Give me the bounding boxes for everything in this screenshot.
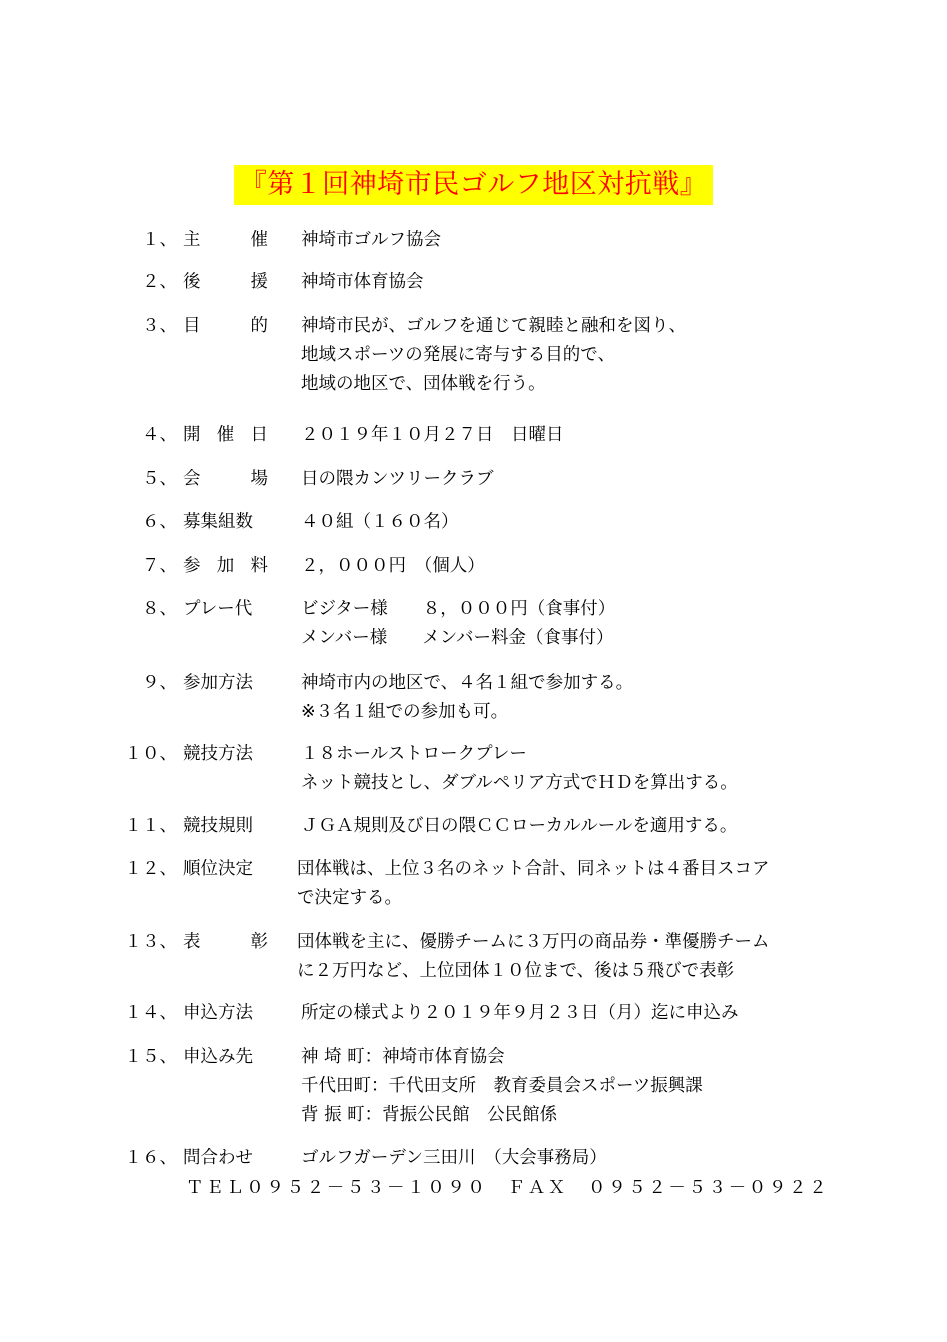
item-value: ＪＧＡ規則及び日の隈ＣＣローカルルールを適用する。 xyxy=(301,816,738,836)
item-label: 申込み先 xyxy=(183,1047,253,1067)
item-number: １２、 xyxy=(124,859,177,879)
item-label: 順位決定 xyxy=(183,859,253,879)
item-value: 神埼市体育協会 xyxy=(301,272,424,292)
item-value: 神 埼 町：神埼市体育協会 千代田町：千代田支所 教育委員会スポーツ振興課 背 振 町：背振公民館 公民館係 xyxy=(301,1047,703,1125)
item-label: 競技方法 xyxy=(183,744,253,764)
item-number: １、 xyxy=(142,230,177,250)
item-label: 主 催 xyxy=(183,230,268,250)
item-value: ４０組（１６０名） xyxy=(301,512,459,532)
item-label: 募集組数 xyxy=(183,512,253,532)
item-value: ゴルフガーデン三田川 （大会事務局） xyxy=(301,1148,607,1168)
item-value: １８ホールストロークプレー ネット競技とし、ダブルペリア方式でＨＤを算出する。 xyxy=(301,744,738,793)
item-number: １６、 xyxy=(124,1148,177,1168)
item-number: １３、 xyxy=(124,932,177,952)
item-value: ２，０００円 （個人） xyxy=(301,556,485,576)
item-label: プレー代 xyxy=(183,599,253,619)
item-number: ３、 xyxy=(142,316,177,336)
item-label: 申込方法 xyxy=(183,1003,253,1023)
item-number: ８、 xyxy=(142,599,177,619)
item-number: １０、 xyxy=(124,744,177,764)
item-label: 開 催 日 xyxy=(183,425,268,445)
item-value: ２０１９年１０月２７日 日曜日 xyxy=(301,425,564,445)
item-number: １１、 xyxy=(124,816,177,836)
item-label: 参 加 料 xyxy=(183,556,268,576)
item-value: 所定の様式より２０１９年９月２３日（月）迄に申込み xyxy=(301,1003,739,1023)
item-value: 神埼市民が、ゴルフを通じて親睦と融和を図り、 地域スポーツの発展に寄与する目的で、 地域の地区で、団体戦を行う。 xyxy=(301,316,686,394)
item-value: 団体戦を主に、優勝チームに３万円の商品券・準優勝チーム に２万円など、上位団体１０位まで、後は５飛びで表彰 xyxy=(297,932,770,981)
item-number: １４、 xyxy=(124,1003,177,1023)
item-label: 競技規則 xyxy=(183,816,253,836)
item-label: 問合わせ xyxy=(183,1148,253,1168)
item-value: 神埼市内の地区で、４名１組で参加する。 ※３名１組での参加も可。 xyxy=(301,673,634,722)
item-number: ２、 xyxy=(142,272,177,292)
item-number: ４、 xyxy=(142,425,177,445)
item-label: 参加方法 xyxy=(183,673,253,693)
item-label: 後 援 xyxy=(183,272,268,292)
item-value: 日の隈カンツリークラブ xyxy=(301,469,494,489)
item-number: ７、 xyxy=(142,556,177,576)
item-label: 会 場 xyxy=(183,469,268,489)
item-number: ５、 xyxy=(142,469,177,489)
title-wrap xyxy=(0,165,947,205)
item-label: 表 彰 xyxy=(183,932,268,952)
item-value: ビジター様 ８，０００円（食事付） メンバー様 メンバー料金（食事付） xyxy=(301,599,616,648)
item-number: ６、 xyxy=(142,512,177,532)
item-value: 神埼市ゴルフ協会 xyxy=(301,230,441,250)
item-label: 目 的 xyxy=(183,316,268,336)
item-value: 団体戦は、上位３名のネット合計、同ネットは４番目スコア で決定する。 xyxy=(297,859,770,908)
tel-fax-line: ＴＥＬ０９５２－５３－１０９０ ＦＡＸ ０９５２－５３－０９２２ xyxy=(186,1178,830,1198)
item-number: １５、 xyxy=(124,1047,177,1067)
document-title: 『第１回神埼市民ゴルフ地区対抗戦』 xyxy=(234,165,714,205)
item-number: ９、 xyxy=(142,673,177,693)
